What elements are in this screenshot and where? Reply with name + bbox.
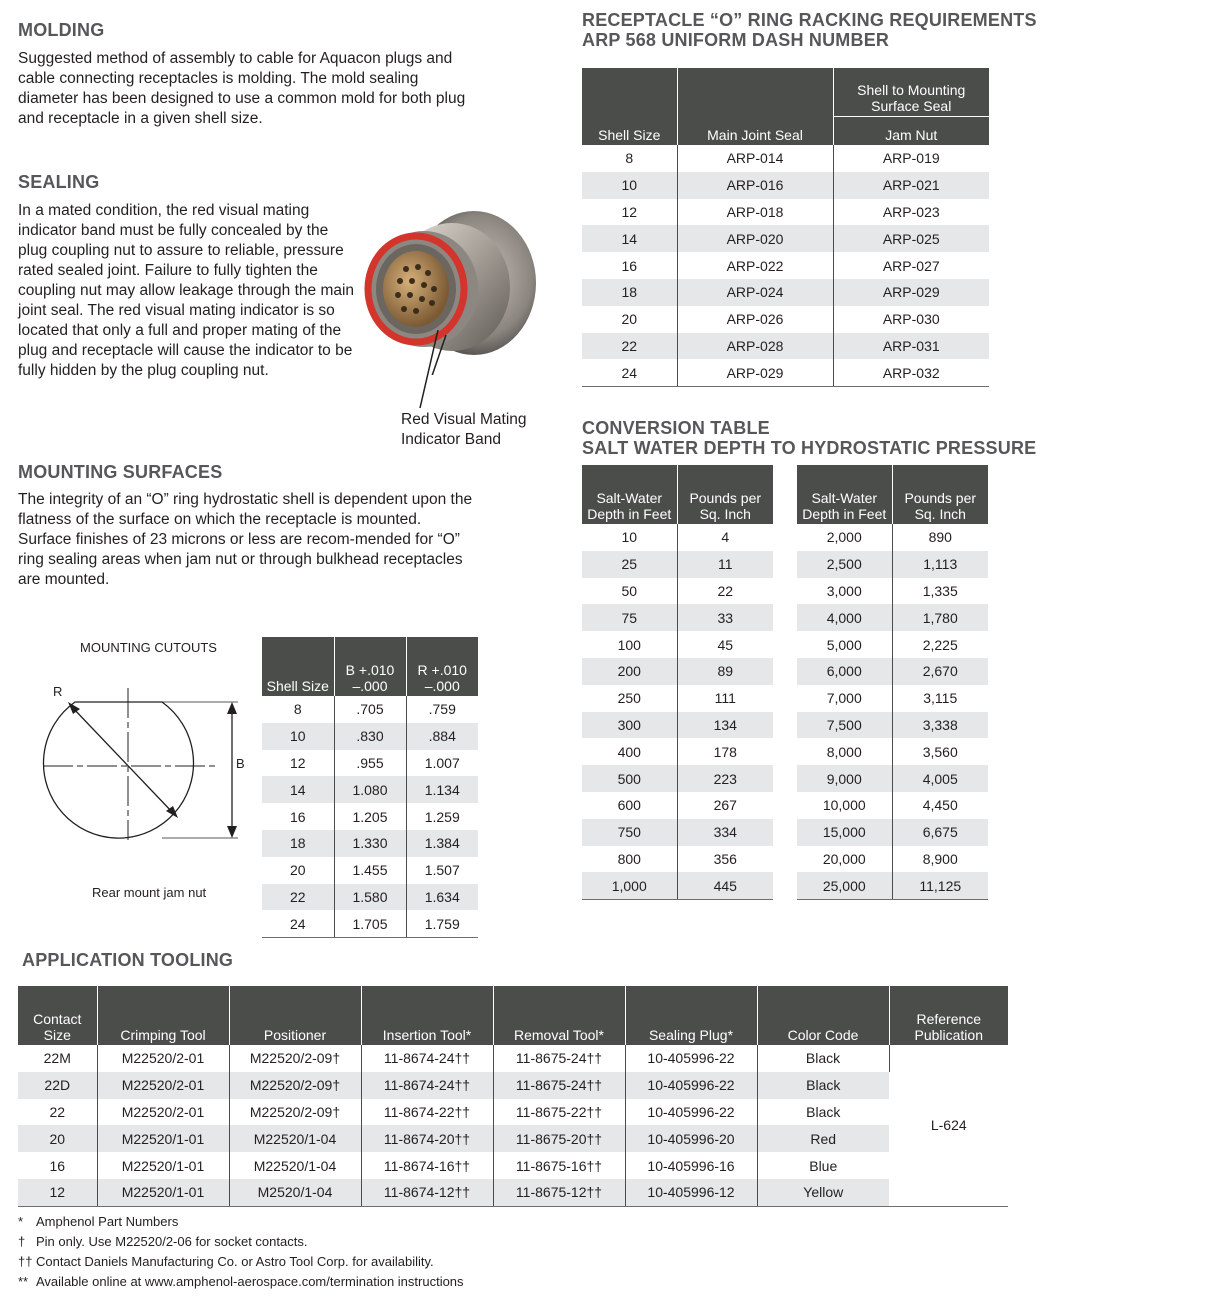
footnote-text: Contact Daniels Manufacturing Co. or Astro Tool Corp. for availability. (36, 1254, 434, 1269)
table-row (797, 819, 988, 846)
table-row (582, 872, 773, 899)
table-cell: 11-8675-24†† (493, 1045, 625, 1072)
table-cell: 1.507 (424, 862, 460, 879)
cutouts-title: MOUNTING CUTOUTS (80, 640, 217, 655)
table-cell: 11-8675-24†† (493, 1072, 625, 1099)
table-cell: 356 (713, 850, 737, 867)
table-row (797, 846, 988, 873)
table-cell: M22520/1-01 (97, 1152, 229, 1179)
table-cell: 20,000 (797, 846, 892, 873)
table-cell: 250 (582, 685, 677, 712)
table-cell: Blue (809, 1157, 838, 1174)
table-cell: 14 (262, 776, 334, 803)
table-cell: 267 (713, 797, 737, 814)
table-row (582, 792, 773, 819)
table-row (582, 685, 773, 712)
table-cell: ARP-029 (677, 359, 833, 386)
table-row (18, 1072, 1008, 1099)
table-cell: 6,000 (797, 658, 892, 685)
table-cell: Black (757, 1072, 889, 1099)
table-cell: 75 (582, 604, 677, 631)
table-row (582, 658, 773, 685)
table-cell: 1.384 (406, 830, 478, 857)
table-cell: Red (757, 1125, 889, 1152)
mating-indicator-callout (401, 410, 527, 450)
racking-title1: RECEPTACLE “O” RING RACKING REQUIREMENTS (582, 10, 1037, 30)
table-cell: 1.705 (334, 910, 406, 937)
table-cell: ARP-021 (833, 172, 989, 199)
racking-table (582, 68, 989, 387)
table-cell: 3,000 (797, 578, 892, 605)
table-cell: 4,000 (797, 604, 892, 631)
table-cell: 300 (582, 712, 677, 739)
table-cell: 11-8675-20†† (493, 1125, 625, 1152)
table-cell: 10-405996-16 (625, 1152, 757, 1179)
table-row (582, 172, 989, 199)
table-row (582, 225, 989, 252)
table-row (582, 604, 773, 631)
conversion-header-depth: Salt-Water Depth in Feet (582, 465, 677, 524)
cutouts-header: R +.010 –.000 (406, 637, 478, 696)
table-cell: 10-405996-22 (625, 1072, 757, 1099)
table-cell: 11 (677, 551, 773, 578)
table-row (18, 1152, 1008, 1179)
table-cell: 8 (582, 145, 677, 172)
tooling-header: Crimping Tool (97, 986, 229, 1045)
table-cell: 24 (582, 359, 677, 386)
table-cell: 10-405996-20 (625, 1125, 757, 1152)
table-cell: 89 (677, 658, 773, 685)
table-cell: M22520/1-01 (97, 1179, 229, 1206)
table-row (582, 765, 773, 792)
table-cell: 1.759 (406, 910, 478, 937)
table-cell: 20 (262, 857, 334, 884)
table-row (797, 524, 988, 551)
table-cell: M22520/2-09† (229, 1072, 361, 1099)
table-row (797, 631, 988, 658)
table-cell: 134 (677, 712, 773, 739)
conversion-table-left (582, 465, 773, 900)
table-row (582, 578, 773, 605)
racking-title2: ARP 568 UNIFORM DASH NUMBER (582, 30, 890, 50)
cutouts-header: Shell Size (262, 637, 334, 696)
table-row (797, 604, 988, 631)
table-cell: 1.080 (334, 776, 406, 803)
table-cell: 11-8675-16†† (493, 1152, 625, 1179)
table-cell: 334 (677, 819, 773, 846)
table-cell: 10 (582, 524, 677, 551)
table-cell: 22 (18, 1099, 97, 1126)
table-cell: M22520/2-01 (97, 1045, 229, 1072)
table-cell: 3,115 (923, 690, 958, 707)
table-cell: 11-8674-24†† (361, 1045, 493, 1072)
table-cell: 12 (262, 750, 334, 777)
table-cell: 22 (262, 884, 334, 911)
table-cell: 400 (582, 738, 677, 765)
table-row (582, 738, 773, 765)
footnote-symbol: †† (18, 1254, 33, 1269)
table-row (262, 723, 478, 750)
table-row (797, 551, 988, 578)
table-cell: ARP-026 (677, 306, 833, 333)
table-cell: .884 (406, 723, 478, 750)
footnote (18, 1232, 464, 1252)
table-cell: 4,450 (922, 797, 958, 814)
table-cell: .705 (334, 696, 406, 723)
table-cell: 4 (721, 529, 730, 546)
conversion-header-depth: Salt-Water Depth in Feet (797, 465, 892, 524)
table-row (797, 712, 988, 739)
table-cell: 1,000 (582, 872, 677, 899)
table-cell: 3,560 (922, 743, 958, 760)
table-cell: ARP-025 (833, 225, 989, 252)
table-cell: 11,125 (892, 872, 988, 899)
conversion-header-psi: Pounds per Sq. Inch (892, 465, 988, 524)
table-cell: 14 (582, 225, 677, 252)
table-cell: 22D (18, 1072, 97, 1099)
sealing-text: In a mated condition, the red visual mating indicator band must be fully concealed by the plug coupling nut to assure to reliable, pressure rated sealed joint. Failure to fully tighten the coupling nut may allow leakage through the main joint seal. The red visual mating indicator is so located that only a full and proper mating of the plug and receptacle will cause the indicator to be fully hidden by the plug coupling nut. (18, 202, 355, 379)
table-row (797, 792, 988, 819)
table-cell: 10 (582, 172, 677, 199)
racking-header-main: Main Joint Seal (677, 68, 833, 145)
footnote-symbol: * (18, 1214, 24, 1229)
callout-pointer (416, 330, 446, 410)
table-cell: ARP-020 (677, 225, 833, 252)
table-cell: 200 (582, 658, 677, 685)
table-cell: 6,675 (892, 819, 988, 846)
footnote-text: Available online at www.amphenol-aerospace.com/termination instructions (36, 1274, 464, 1289)
table-cell: ARP-014 (677, 145, 833, 172)
table-cell: 11-8674-12†† (361, 1179, 493, 1206)
tooling-header: Contact Size (18, 986, 97, 1045)
table-cell: 18 (582, 279, 677, 306)
table-row (582, 551, 773, 578)
table-row (18, 1125, 1008, 1152)
molding-text: Suggested method of assembly to cable for Aquacon plugs and cable connecting receptacles is molding. The mold sealing diameter has been designed to use a common mold for both plug and receptacle in a given shell size. (18, 50, 466, 127)
table-cell: 11-8674-24†† (361, 1072, 493, 1099)
table-cell: 8,000 (797, 738, 892, 765)
callout-line1: Red Visual Mating (401, 411, 527, 428)
radius-line (72, 707, 174, 814)
table-row (582, 631, 773, 658)
conversion-title2: SALT WATER DEPTH TO HYDROSTATIC PRESSURE (582, 438, 1037, 458)
table-row (797, 658, 988, 685)
molding-heading: MOLDING (18, 20, 105, 40)
table-cell: 10-405996-22 (625, 1045, 757, 1072)
table-cell: .955 (334, 750, 406, 777)
tooling-table (18, 986, 1008, 1207)
table-cell: 3,338 (892, 712, 988, 739)
table-cell: 1.330 (334, 830, 406, 857)
footnote-text: Amphenol Part Numbers (36, 1214, 179, 1229)
footnotes (18, 1212, 464, 1292)
table-cell: 11-8674-16†† (361, 1152, 493, 1179)
table-row (262, 857, 478, 884)
table-row (262, 776, 478, 803)
table-cell: M22520/2-01 (97, 1099, 229, 1126)
table-row (797, 738, 988, 765)
table-cell: ARP-024 (677, 279, 833, 306)
footnote-symbol: ** (18, 1274, 29, 1289)
table-cell: 223 (677, 765, 773, 792)
table-cell: 22 (717, 582, 734, 599)
table-cell: 20 (18, 1125, 97, 1152)
table-cell: M22520/1-01 (97, 1125, 229, 1152)
radius-arrow-start (68, 702, 80, 714)
cutout-diagram (38, 680, 258, 850)
table-cell: 11-8674-22†† (361, 1099, 493, 1126)
table-row (262, 803, 478, 830)
table-cell: 18 (262, 830, 334, 857)
table-row (18, 1045, 1008, 1072)
table-row (582, 199, 989, 226)
table-cell: 10,000 (797, 792, 892, 819)
table-cell: ARP-029 (833, 279, 989, 306)
table-cell: ARP-022 (677, 252, 833, 279)
connector-image (362, 205, 542, 375)
table-row (262, 750, 478, 777)
table-cell: 50 (582, 578, 677, 605)
table-cell: 11-8674-20†† (361, 1125, 493, 1152)
table-cell: 10-405996-12 (625, 1179, 757, 1206)
tooling-header: Insertion Tool* (361, 986, 493, 1045)
cutout-outline (44, 702, 194, 838)
table-row (582, 819, 773, 846)
table-row (582, 333, 989, 360)
table-cell: M22520/2-09† (229, 1045, 361, 1072)
table-cell: 10-405996-22 (625, 1099, 757, 1126)
table-row (262, 830, 478, 857)
footnote (18, 1272, 464, 1292)
table-row (262, 884, 478, 911)
table-cell: 12 (582, 199, 677, 226)
table-cell: 500 (582, 765, 677, 792)
table-cell: 890 (928, 529, 952, 546)
table-cell: ARP-018 (677, 199, 833, 226)
table-cell: .830 (334, 723, 406, 750)
table-cell: M22520/1-04 (229, 1125, 361, 1152)
table-cell: 750 (582, 819, 677, 846)
table-cell: ARP-028 (677, 333, 833, 360)
tooling-heading: APPLICATION TOOLING (22, 950, 234, 970)
table-cell: 1.259 (424, 808, 460, 825)
table-cell: 16 (18, 1152, 97, 1179)
table-cell: ARP-023 (882, 203, 940, 220)
table-cell: 2,000 (797, 524, 892, 551)
cutouts-caption: Rear mount jam nut (92, 885, 207, 900)
table-cell: 1.205 (334, 803, 406, 830)
conversion-title1: CONVERSION TABLE (582, 418, 770, 438)
table-cell: 22M (18, 1045, 97, 1072)
table-row (797, 685, 988, 712)
contact-face-shape (383, 251, 449, 327)
sealing-heading: SEALING (18, 172, 100, 192)
table-row (582, 279, 989, 306)
table-cell: 2,500 (797, 551, 892, 578)
table-cell: M22520/2-01 (97, 1072, 229, 1099)
footnote-symbol: † (18, 1234, 26, 1249)
table-cell: 1.007 (424, 754, 460, 771)
cutouts-header: B +.010 –.000 (334, 637, 406, 696)
table-cell: 20 (582, 306, 677, 333)
table-cell: 8 (262, 696, 334, 723)
table-cell: 12 (18, 1179, 97, 1206)
table-cell: M22520/2-09† (229, 1099, 361, 1126)
conversion-table-right (797, 465, 988, 900)
table-cell: ARP-032 (833, 359, 989, 386)
tooling-header: Removal Tool* (493, 986, 625, 1045)
tooling-header: Reference Publication (889, 986, 1008, 1045)
table-row (262, 696, 478, 723)
callout-line2: Indicator Band (401, 431, 501, 448)
table-row (582, 359, 989, 386)
tooling-header: Color Code (757, 986, 889, 1045)
table-cell: 2,225 (922, 636, 958, 653)
table-cell: Black (806, 1103, 841, 1120)
table-cell: Black (757, 1045, 889, 1072)
table-cell: 1,780 (892, 604, 988, 631)
table-cell: 1.455 (334, 857, 406, 884)
table-cell: 8,900 (922, 850, 958, 867)
table-cell: 16 (262, 803, 334, 830)
table-cell: 45 (717, 636, 734, 653)
table-cell: 11-8675-12†† (493, 1179, 625, 1206)
table-cell: 33 (677, 604, 773, 631)
table-row (18, 1099, 1008, 1126)
footnote-text: Pin only. Use M22520/2-06 for socket contacts. (36, 1234, 308, 1249)
table-row (582, 712, 773, 739)
table-cell: 9,000 (797, 765, 892, 792)
table-row (582, 306, 989, 333)
table-row (797, 872, 988, 899)
table-cell: ARP-016 (677, 172, 833, 199)
table-cell: 1.634 (406, 884, 478, 911)
table-row (582, 524, 773, 551)
mounting-heading: MOUNTING SURFACES (18, 462, 223, 482)
table-cell: 800 (582, 846, 677, 873)
table-cell: 10 (262, 723, 334, 750)
table-cell: 100 (582, 631, 677, 658)
table-row (797, 578, 988, 605)
tooling-header: Positioner (229, 986, 361, 1045)
table-cell: 4,005 (892, 765, 988, 792)
table-cell: 25 (582, 551, 677, 578)
racking-header-surface: Shell to Mounting Surface Seal (833, 68, 989, 116)
reference-publication-cell: L-624 (889, 1045, 1008, 1206)
table-row (18, 1179, 1008, 1206)
racking-header-jam: Jam Nut (833, 116, 989, 145)
table-row (582, 145, 989, 172)
racking-header-shell: Shell Size (582, 68, 677, 145)
footnote (18, 1252, 464, 1272)
table-cell: ARP-019 (882, 150, 940, 167)
table-cell: 7,500 (797, 712, 892, 739)
table-cell: 24 (262, 910, 334, 937)
table-cell: .759 (428, 701, 456, 718)
table-cell: 25,000 (797, 872, 892, 899)
table-row (582, 846, 773, 873)
table-cell: 7,000 (797, 685, 892, 712)
table-cell: 1.134 (406, 776, 478, 803)
mounting-text: The integrity of an “O” ring hydrostatic shell is dependent upon the flatness of the surface on which the receptacle is mounted. Surface finishes of 23 microns or less are recom-mended for “O” ring sealing areas when jam nut or through bulkhead receptacles are mounted. (18, 491, 473, 588)
table-cell: 15,000 (797, 819, 892, 846)
tooling-header: Sealing Plug* (625, 986, 757, 1045)
table-cell: 16 (582, 252, 677, 279)
r-label: R (53, 684, 63, 699)
table-row (582, 252, 989, 279)
table-cell: ARP-031 (833, 333, 989, 360)
table-cell: 1,335 (922, 582, 958, 599)
b-label: B (236, 756, 245, 771)
table-cell: 178 (713, 743, 737, 760)
table-cell: 1.580 (334, 884, 406, 911)
b-arrow-bottom (227, 826, 237, 838)
table-cell: M2520/1-04 (229, 1179, 361, 1206)
table-cell: 1,113 (892, 551, 988, 578)
table-cell: 11-8675-22†† (493, 1099, 625, 1126)
table-cell: 22 (582, 333, 677, 360)
table-cell: 445 (677, 872, 773, 899)
table-cell: M22520/1-04 (229, 1152, 361, 1179)
table-row (797, 765, 988, 792)
table-cell: 5,000 (797, 631, 892, 658)
footnote (18, 1212, 464, 1232)
table-cell: ARP-027 (882, 257, 940, 274)
table-cell: 2,670 (892, 658, 988, 685)
table-cell: 111 (714, 690, 736, 707)
cutouts-table (262, 637, 478, 938)
b-arrow-top (227, 702, 237, 714)
table-cell: ARP-030 (882, 311, 940, 328)
table-row (262, 910, 478, 937)
conversion-header-psi: Pounds per Sq. Inch (677, 465, 773, 524)
table-cell: 600 (582, 792, 677, 819)
table-cell: Yellow (757, 1179, 889, 1206)
